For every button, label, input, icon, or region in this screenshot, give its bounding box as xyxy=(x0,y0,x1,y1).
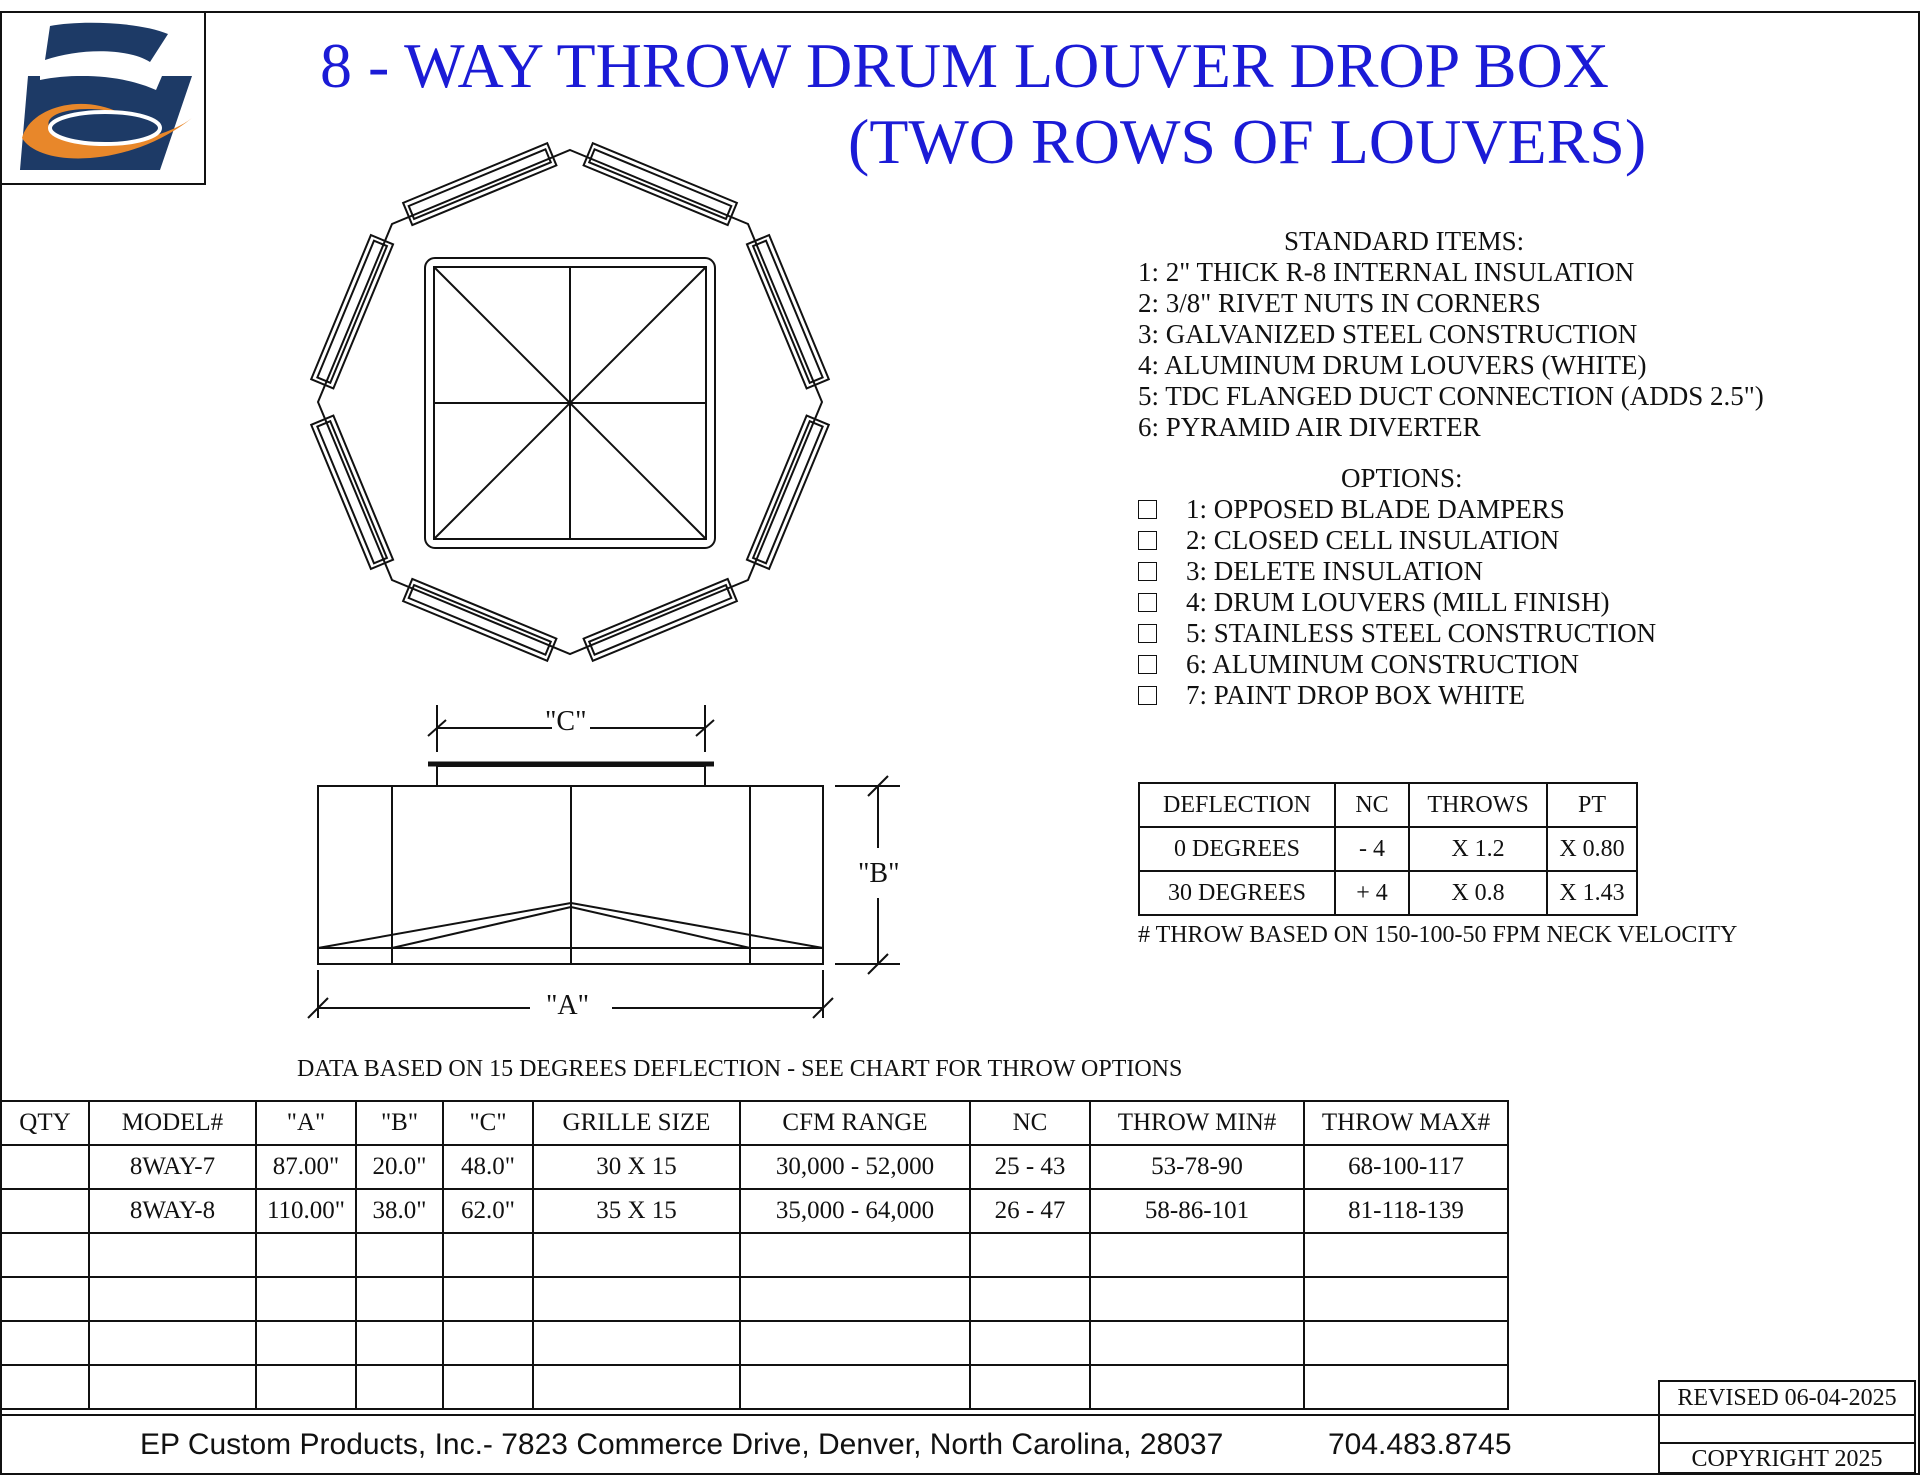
option-label: 1: OPPOSED BLADE DAMPERS xyxy=(1186,494,1565,524)
model-table xyxy=(0,1100,1509,1410)
table-cell: 8WAY-7 xyxy=(89,1145,256,1189)
table-cell: 58-86-101 xyxy=(1090,1189,1304,1233)
table-cell xyxy=(256,1277,356,1321)
louver xyxy=(584,143,737,225)
table-cell xyxy=(1090,1233,1304,1277)
table-cell xyxy=(970,1233,1090,1277)
louver xyxy=(403,143,556,225)
option-label: 7: PAINT DROP BOX WHITE xyxy=(1186,680,1526,710)
model-table-header: THROW MIN# xyxy=(1090,1101,1304,1145)
table-cell: 68-100-117 xyxy=(1304,1145,1508,1189)
table-row xyxy=(1,1321,1508,1365)
table-cell xyxy=(1304,1365,1508,1409)
table-cell: 81-118-139 xyxy=(1304,1189,1508,1233)
louver xyxy=(584,579,737,661)
table-row xyxy=(1,1277,1508,1321)
model-table-header: "A" xyxy=(256,1101,356,1145)
table-cell xyxy=(356,1233,443,1277)
table-row xyxy=(1,1189,1508,1233)
table-cell: 35,000 - 64,000 xyxy=(740,1189,970,1233)
deflection-header: PT xyxy=(1547,783,1637,827)
side-view-drawing xyxy=(290,700,930,1030)
table-cell xyxy=(1,1233,89,1277)
option-checkbox[interactable] xyxy=(1138,655,1157,674)
table-cell: 30 X 15 xyxy=(533,1145,740,1189)
table-cell xyxy=(1,1365,89,1409)
revised-date: REVISED 06-04-2025 xyxy=(1660,1382,1914,1416)
options-heading: OPTIONS: xyxy=(1341,463,1463,493)
option-item[interactable] xyxy=(1138,556,1656,587)
throw-note: # THROW BASED ON 150-100-50 FPM NECK VELOCITY xyxy=(1138,922,1738,948)
table-cell: 38.0" xyxy=(356,1189,443,1233)
deflection-cell: 0 DEGREES xyxy=(1139,827,1335,871)
model-table-header: NC xyxy=(970,1101,1090,1145)
table-cell xyxy=(256,1233,356,1277)
option-item[interactable] xyxy=(1138,649,1656,680)
table-cell: 35 X 15 xyxy=(533,1189,740,1233)
table-cell: 87.00" xyxy=(256,1145,356,1189)
deflection-table xyxy=(1138,782,1638,916)
deflection-header: NC xyxy=(1335,783,1409,827)
table-cell: 48.0" xyxy=(443,1145,533,1189)
table-cell xyxy=(533,1233,740,1277)
table-cell xyxy=(1090,1277,1304,1321)
table-cell xyxy=(256,1321,356,1365)
standard-item: 5: TDC FLANGED DUCT CONNECTION (ADDS 2.5") xyxy=(1138,381,1764,411)
model-table-header: "B" xyxy=(356,1101,443,1145)
table-cell xyxy=(970,1365,1090,1409)
model-table-header: CFM RANGE xyxy=(740,1101,970,1145)
table-cell xyxy=(533,1365,740,1409)
table-cell xyxy=(443,1365,533,1409)
copyright: COPYRIGHT 2025 xyxy=(1691,1446,1883,1472)
model-table-header: GRILLE SIZE xyxy=(533,1101,740,1145)
table-cell: 20.0" xyxy=(356,1145,443,1189)
model-table-header: MODEL# xyxy=(89,1101,256,1145)
option-checkbox[interactable] xyxy=(1138,593,1157,612)
table-cell xyxy=(533,1277,740,1321)
table-cell xyxy=(89,1277,256,1321)
top-view-drawing xyxy=(300,135,840,675)
option-checkbox[interactable] xyxy=(1138,624,1157,643)
data-note: DATA BASED ON 15 DEGREES DEFLECTION - SEE CHART FOR THROW OPTIONS xyxy=(297,1056,1183,1082)
deflection-row xyxy=(1139,871,1637,915)
table-cell xyxy=(1,1321,89,1365)
option-checkbox[interactable] xyxy=(1138,531,1157,550)
table-cell xyxy=(89,1365,256,1409)
standard-items xyxy=(1138,226,1764,443)
table-cell xyxy=(970,1321,1090,1365)
table-cell: 25 - 43 xyxy=(970,1145,1090,1189)
table-cell xyxy=(740,1365,970,1409)
deflection-cell: - 4 xyxy=(1335,827,1409,871)
table-cell xyxy=(89,1233,256,1277)
option-item[interactable] xyxy=(1138,525,1656,556)
table-cell: 8WAY-8 xyxy=(89,1189,256,1233)
page-subtitle: (TWO ROWS OF LOUVERS) xyxy=(848,106,1647,177)
table-cell xyxy=(443,1321,533,1365)
deflection-cell: X 1.43 xyxy=(1547,871,1637,915)
deflection-cell: + 4 xyxy=(1335,871,1409,915)
table-cell xyxy=(356,1321,443,1365)
table-cell xyxy=(740,1277,970,1321)
options-list xyxy=(1138,463,1656,711)
table-cell xyxy=(356,1365,443,1409)
deflection-cell: X 1.2 xyxy=(1409,827,1547,871)
page-title: 8 - WAY THROW DRUM LOUVER DROP BOX xyxy=(320,30,1609,101)
option-label: 6: ALUMINUM CONSTRUCTION xyxy=(1186,649,1580,679)
table-cell: 26 - 47 xyxy=(970,1189,1090,1233)
option-checkbox[interactable] xyxy=(1138,562,1157,581)
table-cell xyxy=(533,1321,740,1365)
louver xyxy=(747,416,829,569)
deflection-cell: X 0.80 xyxy=(1547,827,1637,871)
deflection-header: THROWS xyxy=(1409,783,1547,827)
dimension-c-label: "C" xyxy=(545,706,587,737)
table-cell xyxy=(1090,1365,1304,1409)
option-checkbox[interactable] xyxy=(1138,500,1157,519)
model-table-header: QTY xyxy=(1,1101,89,1145)
table-cell xyxy=(1,1277,89,1321)
standard-item: 6: PYRAMID AIR DIVERTER xyxy=(1138,412,1481,442)
louver xyxy=(311,416,393,569)
option-item[interactable] xyxy=(1138,618,1656,649)
model-table-header: THROW MAX# xyxy=(1304,1101,1508,1145)
dimension-b-label: "B" xyxy=(858,858,900,889)
standard-item: 4: ALUMINUM DRUM LOUVERS (WHITE) xyxy=(1138,350,1647,380)
table-cell xyxy=(1304,1277,1508,1321)
table-cell xyxy=(256,1365,356,1409)
option-label: 2: CLOSED CELL INSULATION xyxy=(1186,525,1560,555)
table-cell xyxy=(1304,1233,1508,1277)
table-cell xyxy=(1090,1321,1304,1365)
table-cell xyxy=(1,1145,89,1189)
table-cell xyxy=(970,1277,1090,1321)
dimension-a-label: "A" xyxy=(546,990,590,1021)
table-cell: 62.0" xyxy=(443,1189,533,1233)
table-cell xyxy=(1304,1321,1508,1365)
option-item[interactable] xyxy=(1138,680,1656,711)
deflection-cell: 30 DEGREES xyxy=(1139,871,1335,915)
table-cell xyxy=(443,1277,533,1321)
table-cell xyxy=(89,1321,256,1365)
table-cell: 30,000 - 52,000 xyxy=(740,1145,970,1189)
model-table-header: "C" xyxy=(443,1101,533,1145)
table-row xyxy=(1,1365,1508,1409)
louver xyxy=(747,235,829,388)
standard-item: 2: 3/8" RIVET NUTS IN CORNERS xyxy=(1138,288,1541,318)
option-label: 4: DRUM LOUVERS (MILL FINISH) xyxy=(1186,587,1610,617)
revision-box xyxy=(1658,1380,1916,1474)
table-row xyxy=(1,1233,1508,1277)
option-checkbox[interactable] xyxy=(1138,686,1157,705)
louver xyxy=(403,579,556,661)
standard-items-heading: STANDARD ITEMS: xyxy=(1284,226,1525,256)
table-cell xyxy=(740,1233,970,1277)
table-cell xyxy=(1,1189,89,1233)
company-logo xyxy=(10,18,200,178)
deflection-header: DEFLECTION xyxy=(1139,783,1335,827)
option-label: 5: STAINLESS STEEL CONSTRUCTION xyxy=(1186,618,1657,648)
deflection-cell: X 0.8 xyxy=(1409,871,1547,915)
table-cell xyxy=(443,1233,533,1277)
company-address: EP Custom Products, Inc.- 7823 Commerce Drive, Denver, North Carolina, 28037 xyxy=(140,1428,1224,1461)
table-cell: 53-78-90 xyxy=(1090,1145,1304,1189)
company-phone: 704.483.8745 xyxy=(1328,1428,1512,1461)
option-item[interactable] xyxy=(1138,494,1656,525)
standard-item: 1: 2" THICK R-8 INTERNAL INSULATION xyxy=(1138,257,1635,287)
louver xyxy=(311,235,393,388)
table-cell: 110.00" xyxy=(256,1189,356,1233)
table-cell xyxy=(740,1321,970,1365)
deflection-row xyxy=(1139,827,1637,871)
table-cell xyxy=(356,1277,443,1321)
option-label: 3: DELETE INSULATION xyxy=(1186,556,1483,586)
table-row xyxy=(1,1145,1508,1189)
standard-item: 3: GALVANIZED STEEL CONSTRUCTION xyxy=(1138,319,1638,349)
option-item[interactable] xyxy=(1138,587,1656,618)
